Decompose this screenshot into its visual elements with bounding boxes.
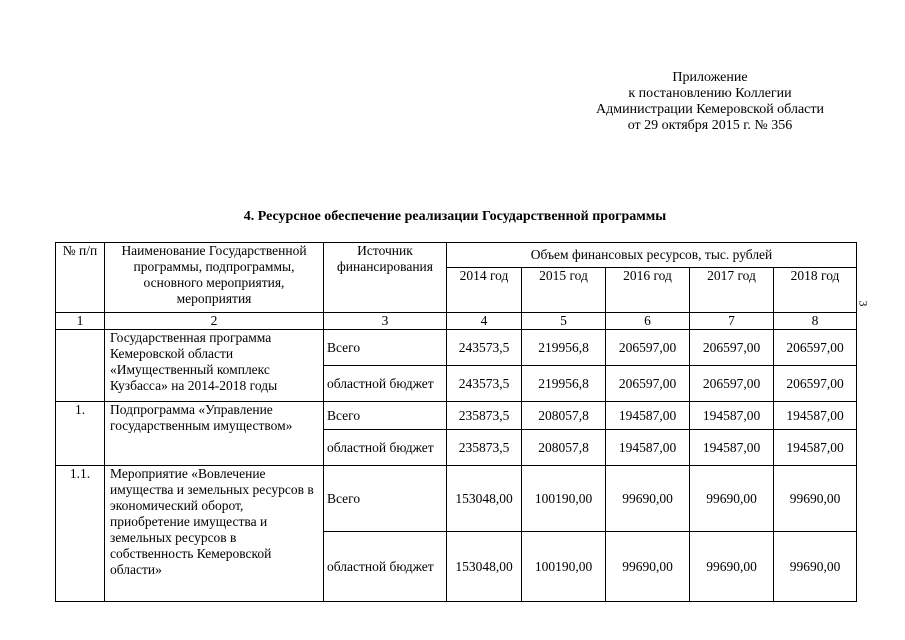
column-number: 8 [774, 313, 857, 330]
header-num: № п/п [56, 243, 105, 313]
value-cell: 243573,5 [447, 366, 522, 402]
column-number: 6 [606, 313, 690, 330]
value-cell: 206597,00 [774, 366, 857, 402]
value-cell: 99690,00 [690, 532, 774, 602]
value-cell: 235873,5 [447, 430, 522, 466]
value-cell: 206597,00 [606, 366, 690, 402]
appendix-line: к постановлению Коллегии [628, 86, 792, 101]
value-cell: 100190,00 [522, 532, 606, 602]
value-cell: 235873,5 [447, 402, 522, 430]
value-cell: 99690,00 [606, 532, 690, 602]
value-cell: 206597,00 [690, 366, 774, 402]
subprogram-name: Подпрограмма «Управление государственным имуществом» [105, 402, 324, 466]
column-numbers-row [56, 313, 857, 330]
program-name: Государственная программа Кемеровской области «Имущественный комплекс Кузбасса» на 2014-2018 годы [105, 330, 324, 402]
value-cell: 99690,00 [774, 466, 857, 532]
value-cell: 206597,00 [774, 330, 857, 366]
value-cell: 206597,00 [606, 330, 690, 366]
header-year: 2018 год [774, 268, 857, 313]
value-cell: 194587,00 [774, 402, 857, 430]
table-row [56, 330, 857, 366]
value-cell: 100190,00 [522, 466, 606, 532]
table-row [56, 466, 857, 532]
column-number: 4 [447, 313, 522, 330]
value-cell: 219956,8 [522, 366, 606, 402]
header-source: Источник финансирования [324, 243, 447, 313]
header-year: 2017 год [690, 268, 774, 313]
value-cell: 208057,8 [522, 402, 606, 430]
header-year: 2014 год [447, 268, 522, 313]
table-row [56, 402, 857, 430]
page-number: 3 [856, 300, 871, 307]
column-number: 2 [105, 313, 324, 330]
value-cell: 99690,00 [774, 532, 857, 602]
value-cell: 206597,00 [690, 330, 774, 366]
value-cell: 208057,8 [522, 430, 606, 466]
header-volume: Объем финансовых ресурсов, тыс. рублей [447, 243, 857, 268]
appendix-line: Администрации Кемеровской области [596, 102, 824, 117]
funding-source: областной бюджет [324, 532, 447, 602]
column-number: 1 [56, 313, 105, 330]
resources-table [55, 242, 857, 602]
row-num [56, 330, 105, 402]
value-cell: 243573,5 [447, 330, 522, 366]
funding-source: Всего [324, 466, 447, 532]
value-cell: 194587,00 [690, 430, 774, 466]
funding-source: Всего [324, 330, 447, 366]
value-cell: 219956,8 [522, 330, 606, 366]
header-name: Наименование Государственной программы, подпрограммы, основного мероприятия, мероприятия [105, 243, 324, 313]
measure-name: Мероприятие «Вовлечение имущества и земельных ресурсов в экономический оборот, приобретение имущества и земельных ресурсов в собственность Кемеровской области» [105, 466, 324, 602]
funding-source: областной бюджет [324, 430, 447, 466]
column-number: 7 [690, 313, 774, 330]
value-cell: 99690,00 [690, 466, 774, 532]
row-num: 1.1. [56, 466, 105, 602]
document-title: 4. Ресурсное обеспечение реализации Государственной программы [243, 209, 667, 224]
column-number: 3 [324, 313, 447, 330]
value-cell: 194587,00 [606, 430, 690, 466]
row-num: 1. [56, 402, 105, 466]
value-cell: 153048,00 [447, 466, 522, 532]
value-cell: 194587,00 [606, 402, 690, 430]
appendix-line: от 29 октября 2015 г. № 356 [627, 118, 793, 133]
value-cell: 153048,00 [447, 532, 522, 602]
value-cell: 194587,00 [774, 430, 857, 466]
value-cell: 194587,00 [690, 402, 774, 430]
appendix-block [560, 70, 860, 134]
funding-source: областной бюджет [324, 366, 447, 402]
header-row [56, 243, 857, 268]
value-cell: 99690,00 [606, 466, 690, 532]
header-year: 2015 год [522, 268, 606, 313]
funding-source: Всего [324, 402, 447, 430]
column-number: 5 [522, 313, 606, 330]
appendix-line: Приложение [672, 70, 748, 85]
header-year: 2016 год [606, 268, 690, 313]
